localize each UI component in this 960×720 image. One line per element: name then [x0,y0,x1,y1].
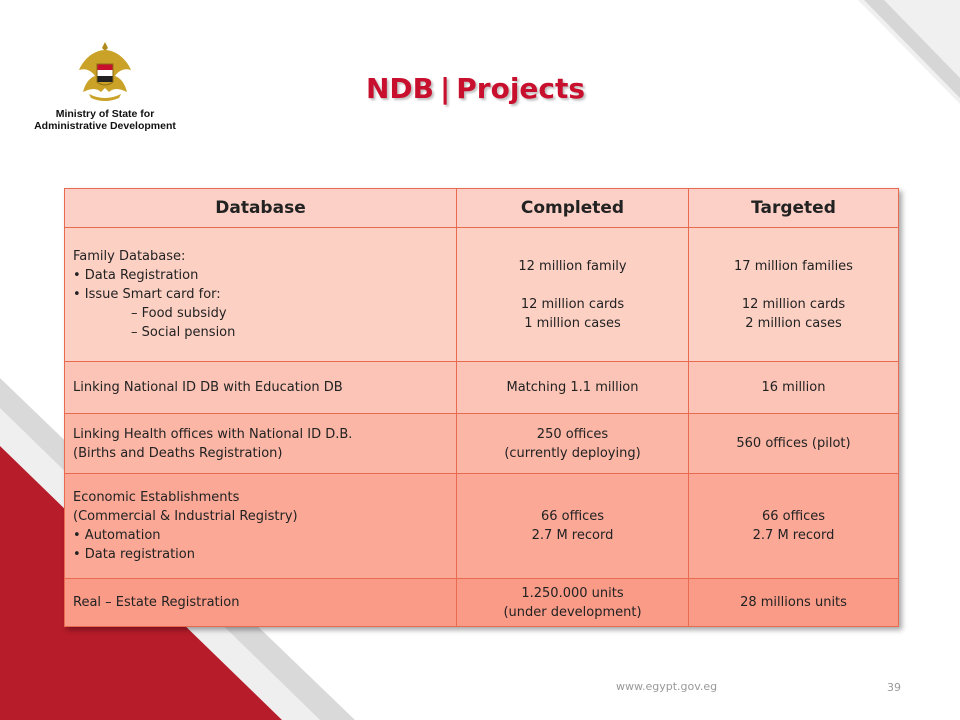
title-separator: | [440,72,451,105]
slide-title [366,72,585,105]
table-row [65,228,899,362]
cell-completed: 250 offices (currently deploying) [457,414,689,474]
cell-targeted: 16 million [689,362,899,414]
cell-targeted: 66 offices 2.7 M record [689,474,899,579]
cell-database: Real – Estate Registration [65,579,457,627]
cell-database: Linking Health offices with National ID D.B. (Births and Deaths Registration) [65,414,457,474]
cell-database: Family Database: • Data Registration • Issue Smart card for: – Food subsidy – Social pension [65,228,457,362]
page-number: 39 [887,681,901,694]
cell-targeted: 560 offices (pilot) [689,414,899,474]
cell-targeted: 28 millions units [689,579,899,627]
ministry-logo [30,40,180,140]
title-part-1: NDB [366,72,435,105]
footer-url: www.egypt.gov.eg [616,680,718,693]
eagle-emblem-icon [75,40,135,106]
cell-completed: 12 million family 12 million cards 1 million cases [457,228,689,362]
header-database: Database [65,189,457,228]
cell-completed: 1.250.000 units (under development) [457,579,689,627]
header-targeted: Targeted [689,189,899,228]
ministry-name: Ministry of State for Administrative Development [34,108,176,132]
table-row [65,474,899,579]
table-row [65,362,899,414]
cell-database: Linking National ID DB with Education DB [65,362,457,414]
projects-table [64,188,899,627]
table-row [65,414,899,474]
title-part-2: Projects [456,72,586,105]
cell-database: Economic Establishments (Commercial & Industrial Registry) • Automation • Data registration [65,474,457,579]
header-completed: Completed [457,189,689,228]
table-row [65,579,899,627]
cell-completed: 66 offices 2.7 M record [457,474,689,579]
cell-completed: Matching 1.1 million [457,362,689,414]
cell-targeted: 17 million families 12 million cards 2 million cases [689,228,899,362]
table-header-row [65,189,899,228]
